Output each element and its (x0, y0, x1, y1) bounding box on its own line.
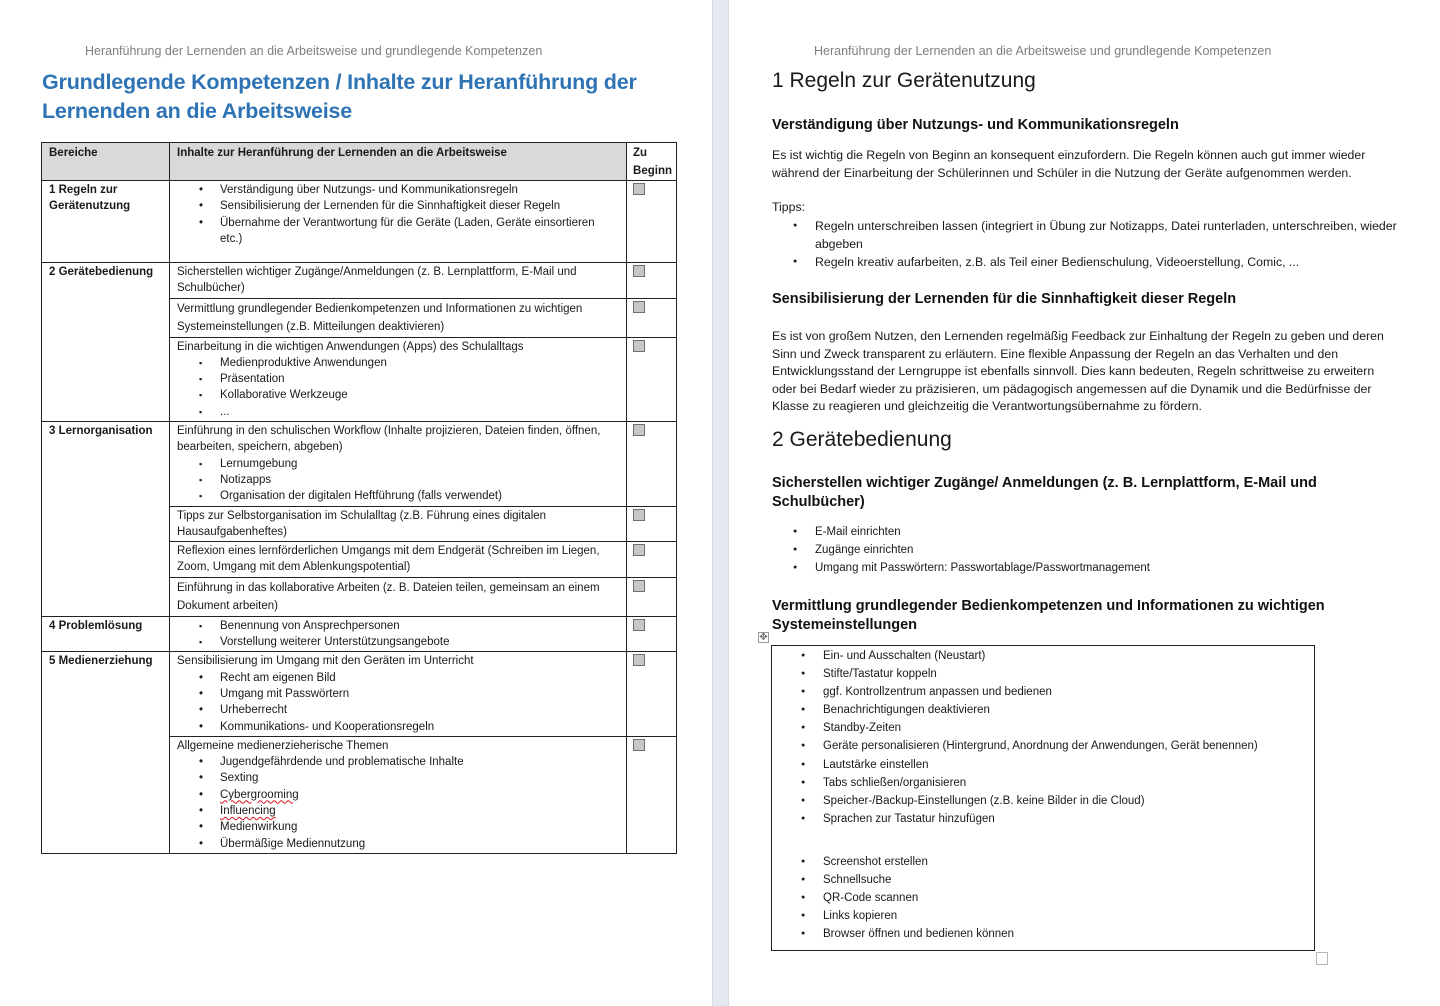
checkbox-cell (627, 616, 677, 652)
tips-list (772, 217, 1405, 271)
header-bereiche: Bereiche (42, 143, 170, 181)
checkbox[interactable] (633, 580, 645, 592)
list-item: ▪ Medienproduktive Anwendungen (220, 355, 620, 371)
running-header: Heranführung der Lernenden an die Arbeitsweise und grundlegende Kompetenzen (85, 44, 543, 58)
settings-list-2 (781, 853, 1014, 943)
checkbox[interactable] (633, 654, 645, 666)
list-item: • Recht am eigenen Bild (220, 670, 620, 686)
list-item: ● ggf. Kontrollzentrum anpassen und bedienen (823, 683, 1258, 701)
checkbox-cell (627, 337, 677, 421)
list-item: • Kommunikations- und Kooperationsregeln (220, 719, 620, 735)
list-item: ● E-Mail einrichten (815, 523, 1150, 541)
checkbox-cell (627, 181, 677, 263)
list-item: ● Benachrichtigungen deaktivieren (823, 701, 1258, 719)
list-item: ● Screenshot erstellen (823, 853, 1014, 871)
content-cell: Sicherstellen wichtiger Zugänge/Anmeldungen (z. B. Lernplattform, E-Mail und Schulbücher) (170, 263, 627, 299)
settings-list (781, 647, 1258, 828)
paragraph: Es ist wichtig die Regeln von Beginn an konsequent einzufordern. Die Regeln können auch gut immer wieder während der Einarbeitung der Schülerinnen und Schüler in die Nutzung der Geräte aufgenommen werden. (772, 148, 1366, 180)
list-item: • Urheberrecht (220, 702, 620, 718)
list-item: ▪ Kollaborative Werkzeuge (220, 387, 620, 403)
list-item: • Verständigung über Nutzungs- und Kommunikationsregeln (220, 182, 620, 198)
list-item: • Übermäßige Mediennutzung (220, 836, 620, 852)
cell-text: Sensibilisierung im Umgang mit den Geräten im Unterricht (177, 655, 474, 668)
cell-text: Einführung in den schulischen Workflow (Inhalte projizieren, Dateien finden, öffnen, bearbeiten, speichern, abgeben) (177, 425, 601, 454)
content-cell: Tipps zur Selbstorganisation im Schulalltag (z.B. Führung eines digitalen Hausaufgabenheftes) (170, 506, 627, 542)
list-item: ▪ ... (220, 404, 620, 420)
list-item: ● QR-Code scannen (823, 889, 1014, 907)
list-item: ● Tabs schließen/organisieren (823, 774, 1258, 792)
table-row (42, 616, 677, 652)
list-item: ● Regeln unterschreiben lassen (integriert in Übung zur Notizapps, Datei runterladen, unterschreiben, wieder abgeben (815, 217, 1405, 253)
list-item: ▪ Präsentation (220, 371, 620, 387)
checkbox[interactable] (633, 619, 645, 631)
spellcheck-word[interactable]: Influencing (220, 805, 276, 818)
list-item: ● Zugänge einrichten (815, 541, 1150, 559)
checkbox[interactable] (633, 183, 645, 195)
content-cell: Vermittlung grundlegender Bedienkompetenzen und Informationen zu wichtigen Systemeinstellungen (z.B. Mitteilungen deaktivieren) (170, 298, 627, 337)
list-item (220, 803, 620, 819)
checkbox[interactable] (633, 265, 645, 277)
list-item: ● Stifte/Tastatur koppeln (823, 665, 1258, 683)
content-cell (170, 181, 627, 263)
area-cell: 3 Lernorganisation (42, 422, 170, 617)
table-row (42, 422, 677, 506)
table-row (42, 263, 677, 299)
list-item: ● Standby-Zeiten (823, 719, 1258, 737)
list-item: ● Sprachen zur Tastatur hinzufügen (823, 810, 1258, 828)
running-header: Heranführung der Lernenden an die Arbeitsweise und grundlegende Kompetenzen (814, 44, 1272, 58)
table-resize-handle[interactable] (1316, 952, 1328, 965)
list-item: ● Regeln kreativ aufarbeiten, z.B. als Teil einer Bedienschulung, Videoerstellung, Comic, ... (815, 253, 1405, 271)
content-cell (170, 616, 627, 652)
checkbox[interactable] (633, 544, 645, 556)
subheading-verstaendigung[interactable]: Verständigung über Nutzungs- und Kommunikationsregeln (772, 117, 1179, 133)
checkbox-cell (627, 298, 677, 337)
list-item: ● Geräte personalisieren (Hintergrund, Anordnung der Anwendungen, Gerät benennen) (823, 737, 1258, 755)
table-row (42, 652, 677, 736)
competency-table (41, 142, 677, 854)
checkbox-cell (627, 542, 677, 578)
cell-text: Einarbeitung in die wichtigen Anwendungen (Apps) des Schulalltags (177, 340, 524, 353)
checkbox[interactable] (633, 340, 645, 352)
header-inhalte: Inhalte zur Heranführung der Lernenden an die Arbeitsweise (170, 143, 627, 181)
content-cell (170, 652, 627, 736)
list-item: ▪ Notizapps (220, 472, 620, 488)
content-cell: Reflexion eines lernförderlichen Umgangs mit dem Endgerät (Schreiben im Liegen, Zoom, Umgang mit dem Ablenkungspotential) (170, 542, 627, 578)
checkbox[interactable] (633, 509, 645, 521)
list-item: ▪ Vorstellung weiterer Unterstützungsangebote (220, 634, 620, 650)
settings-table-box (771, 645, 1315, 951)
page-gutter (712, 0, 729, 1006)
subheading-bedienkompetenzen[interactable]: Vermittlung grundlegender Bedienkompetenzen und Informationen zu wichtigen Systemeinstellungen (772, 598, 1325, 633)
subheading-sensibilisierung[interactable]: Sensibilisierung der Lernenden für die Sinnhaftigkeit dieser Regeln (772, 291, 1237, 307)
content-cell (170, 736, 627, 853)
spellcheck-word[interactable]: Cybergrooming (220, 788, 299, 801)
list-item: ● Ein- und Ausschalten (Neustart) (823, 647, 1258, 665)
list-item: ● Umgang mit Passwörtern: Passwortablage/Passwortmanagement (815, 559, 1150, 577)
checkbox-cell (627, 263, 677, 299)
section-heading-2[interactable]: 2 Gerätebedienung (772, 428, 952, 451)
checkbox-cell (627, 736, 677, 853)
content-cell: Einführung in das kollaborative Arbeiten (z. B. Dateien teilen, gemeinsam an einem Dokument arbeiten) (170, 577, 627, 616)
checkbox[interactable] (633, 301, 645, 313)
list-item: ▪ Lernumgebung (220, 456, 620, 472)
list-item: • Sensibilisierung der Lernenden für die Sinnhaftigkeit dieser Regeln (220, 198, 620, 214)
table-header-row (42, 143, 677, 181)
table-move-handle-icon[interactable]: ✥ (759, 632, 768, 643)
checkbox-cell (627, 652, 677, 736)
list-item: • Medienwirkung (220, 819, 620, 835)
list-item: • Übernahme der Verantwortung für die Geräte (Laden, Geräte einsortieren etc.) (220, 215, 620, 248)
list-item: ● Browser öffnen und bedienen können (823, 925, 1014, 943)
paragraph: Es ist von großem Nutzen, den Lernenden regelmäßig Feedback zur Einhaltung der Regeln zu geben und deren Sinn und Zweck transparent zu erläutern. Eine flexible Anpassung der Regeln an das Verhalten und den Entwicklungsstand der Lerngruppe ist ebenfalls sinnvoll. Dies kann bedeuten, Regeln schrittweise zu erweitern oder bei Bedarf wieder zu präzisieren, um pädagogisch angemessen auf die Dynamik und die Bedürfnisse der Klasse zu reagieren und gleichzeitig die Verantwortungsübernahme zu fördern. (772, 329, 1384, 413)
list-item: ● Lautstärke einstellen (823, 756, 1258, 774)
cell-text: Allgemeine medienerzieherische Themen (177, 739, 389, 752)
subheading-zugaenge[interactable]: Sicherstellen wichtiger Zugänge/ Anmeldungen (z. B. Lernplattform, E-Mail und Schulbücher) (772, 475, 1317, 510)
document-title[interactable]: Grundlegende Kompetenzen / Inhalte zur Heranführung der Lernenden an die Arbeitsweise (42, 70, 637, 123)
list-item (220, 787, 620, 803)
checkbox-cell (627, 506, 677, 542)
content-cell (170, 337, 627, 421)
area-cell: 5 Medienerziehung (42, 652, 170, 854)
area-cell: 4 Problemlösung (42, 616, 170, 652)
checkbox[interactable] (633, 739, 645, 751)
checkbox-cell (627, 577, 677, 616)
access-list (772, 523, 1150, 577)
checkbox-cell (627, 422, 677, 506)
list-item: ▪ Benennung von Ansprechpersonen (220, 618, 620, 634)
list-item: ● Speicher-/Backup-Einstellungen (z.B. keine Bilder in die Cloud) (823, 792, 1258, 810)
section-heading-1[interactable]: 1 Regeln zur Gerätenutzung (772, 69, 1036, 92)
list-item: • Jugendgefährdende und problematische Inhalte (220, 754, 620, 770)
list-item: ● Schnellsuche (823, 871, 1014, 889)
list-item: • Sexting (220, 770, 620, 786)
tips-label: Tipps: (772, 200, 806, 214)
area-cell: 2 Gerätebedienung (42, 263, 170, 422)
list-item: • Umgang mit Passwörtern (220, 686, 620, 702)
list-item: ● Links kopieren (823, 907, 1014, 925)
area-cell: 1 Regeln zur Gerätenutzung (42, 181, 170, 263)
table-row (42, 181, 677, 263)
list-item: ▪ Organisation der digitalen Heftführung (falls verwendet) (220, 488, 620, 504)
checkbox[interactable] (633, 424, 645, 436)
content-cell (170, 422, 627, 506)
header-zu-beginn: Zu Beginn (627, 143, 677, 181)
